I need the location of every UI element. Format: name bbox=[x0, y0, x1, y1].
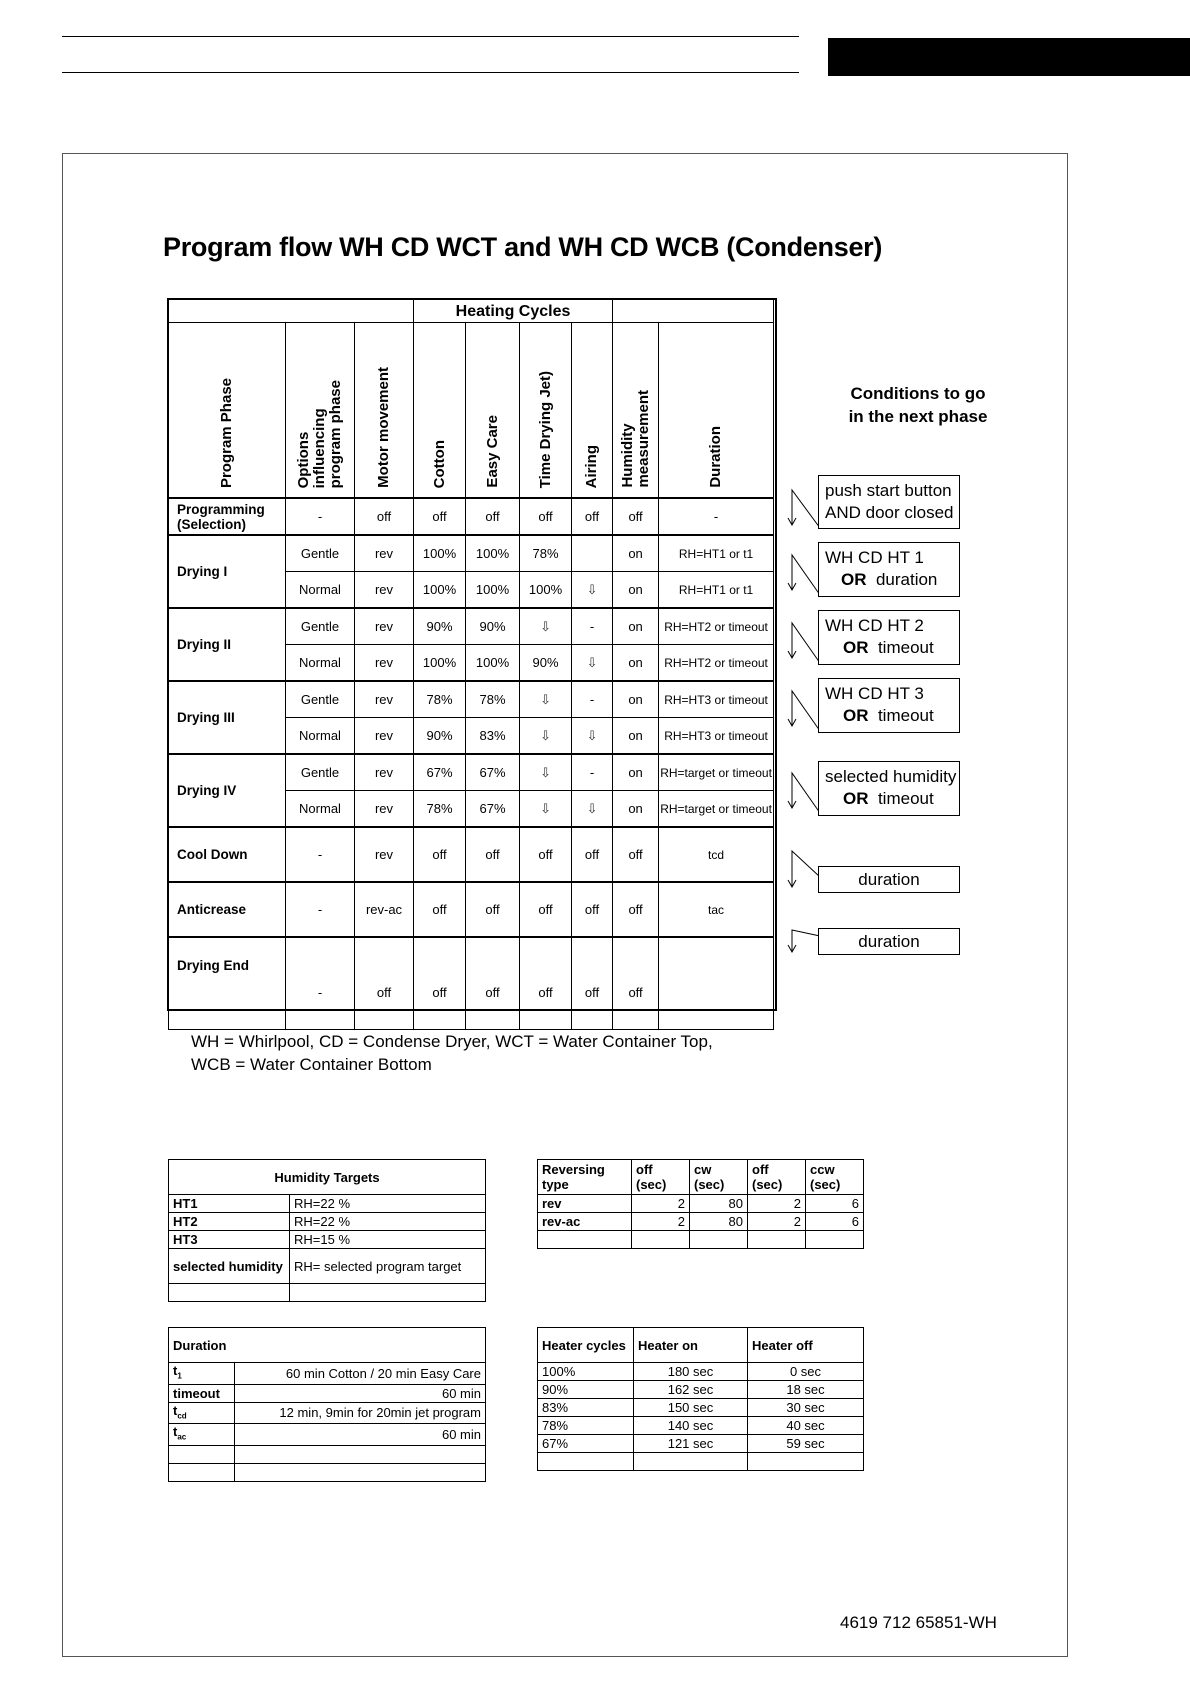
condition-ht3: WH CD HT 3 OR timeout bbox=[818, 678, 960, 733]
header-rule-bottom bbox=[62, 72, 799, 73]
condition-ht2: WH CD HT 2 OR timeout bbox=[818, 610, 960, 665]
row-drying2-normal: Normal rev 100% 100% 90% ⇩ on RH=HT2 or timeout bbox=[169, 645, 774, 682]
column-header-row bbox=[169, 323, 774, 499]
table-row: $t_{ac}$ 60 min bbox=[169, 1424, 486, 1446]
col-options: Options influencing program phase bbox=[295, 379, 344, 488]
table-row: $t_1$ 60 min Cotton / 20 min Easy Care bbox=[169, 1363, 486, 1385]
table-row: HT1 RH=22 % bbox=[169, 1195, 486, 1213]
phase-label: Cool Down bbox=[169, 827, 286, 882]
col-humidity: Humidity measurement bbox=[618, 390, 652, 488]
phase-label: Drying IV bbox=[169, 754, 286, 827]
abbreviation-legend: WH = Whirlpool, CD = Condense Dryer, WCT = Water Container Top, WCB = Water Container Bottom bbox=[191, 1032, 713, 1074]
document-number: 4619 712 65851-WH bbox=[840, 1613, 997, 1632]
condition-ht1: WH CD HT 1 OR duration bbox=[818, 542, 960, 597]
phase-label: Programming (Selection) bbox=[169, 498, 286, 535]
arrow-3 bbox=[788, 623, 820, 663]
table-row: HT2 RH=22 % bbox=[169, 1213, 486, 1231]
arrow-1 bbox=[788, 490, 820, 528]
table-row: timeout 60 min bbox=[169, 1384, 486, 1402]
table-row: 67% 121 sec 59 sec bbox=[538, 1435, 864, 1453]
phase-label: Drying III bbox=[169, 681, 286, 754]
row-drying3-gentle: Drying III Gentle rev 78% 78% ⇩ - on RH=HT3 or timeout bbox=[169, 681, 774, 718]
row-cooldown: Cool Down - rev off off off off off tcd bbox=[169, 827, 774, 882]
duration-table bbox=[168, 1327, 486, 1482]
row-drying-end: Drying End - off off off off off off bbox=[169, 937, 774, 1030]
arrow-6 bbox=[788, 851, 820, 887]
row-drying3-normal: Normal rev 90% 83% ⇩ ⇩ on RH=HT3 or timeout bbox=[169, 718, 774, 755]
arrow-5 bbox=[788, 773, 820, 813]
row-drying2-gentle: Drying II Gentle rev 90% 90% ⇩ - on RH=HT2 or timeout bbox=[169, 608, 774, 645]
heating-cycles-header: Heating Cycles bbox=[414, 300, 613, 323]
row-anticrease: Anticrease - rev-ac off off off off off tac bbox=[169, 882, 774, 937]
col-airing: Airing bbox=[583, 444, 601, 488]
phase-label: Drying II bbox=[169, 608, 286, 681]
row-drying1-normal: Normal rev 100% 100% 100% ⇩ on RH=HT1 or t1 bbox=[169, 572, 774, 609]
col-time-drying-jet: Time Drying Jet) bbox=[536, 370, 554, 488]
phase-label: Drying End bbox=[169, 937, 286, 1030]
condition-duration-anticrease: duration bbox=[818, 928, 960, 955]
header-black-bar bbox=[828, 38, 1190, 76]
conditions-heading: Conditions to go in the next phase bbox=[848, 384, 988, 426]
col-motor-movement: Motor movement bbox=[375, 367, 392, 488]
arrow-4 bbox=[788, 691, 820, 731]
row-drying1-gentle: Drying I Gentle rev 100% 100% 78% on RH=HT1 or t1 bbox=[169, 535, 774, 572]
table-row: selected humidity RH= selected program target bbox=[169, 1249, 486, 1284]
row-drying4-normal: Normal rev 78% 67% ⇩ ⇩ on RH=target or timeout bbox=[169, 791, 774, 828]
arrow-2 bbox=[788, 555, 820, 595]
table-row: 78% 140 sec 40 sec bbox=[538, 1417, 864, 1435]
humidity-targets-table bbox=[168, 1159, 486, 1302]
table-row: HT3 RH=15 % bbox=[169, 1231, 486, 1249]
page-title: Program flow WH CD WCT and WH CD WCB (Condenser) bbox=[163, 232, 883, 262]
col-program-phase: Program Phase bbox=[218, 377, 235, 488]
condition-duration-cooldown: duration bbox=[818, 866, 960, 893]
phase-label: Drying I bbox=[169, 535, 286, 608]
table-row: 100% 180 sec 0 sec bbox=[538, 1363, 864, 1381]
arrow-7 bbox=[788, 930, 820, 952]
col-cotton: Cotton bbox=[430, 439, 448, 488]
header-rule-top bbox=[62, 36, 799, 37]
row-programming: Programming (Selection) - off off off off off off - bbox=[169, 498, 774, 535]
phase-label: Anticrease bbox=[169, 882, 286, 937]
col-easy-care: Easy Care bbox=[483, 415, 501, 488]
table-row: 83% 150 sec 30 sec bbox=[538, 1399, 864, 1417]
col-duration: Duration bbox=[707, 426, 725, 488]
duration-title: Duration bbox=[169, 1328, 486, 1363]
condition-selected-humidity: selected humidity OR timeout bbox=[818, 761, 960, 816]
reversing-type-table: Reversing type off (sec) cw (sec) off (sec) ccw (sec) rev 2 80 2 6 rev-ac 2 80 2 6 bbox=[537, 1159, 864, 1249]
humidity-targets-title: Humidity Targets bbox=[169, 1160, 486, 1195]
program-flow-table bbox=[168, 299, 774, 1030]
condition-start: push start button AND door closed bbox=[818, 475, 960, 529]
table-row: $t_{cd}$ 12 min, 9min for 20min jet program bbox=[169, 1402, 486, 1424]
row-drying4-gentle: Drying IV Gentle rev 67% 67% ⇩ - on RH=target or timeout bbox=[169, 754, 774, 791]
table-row: rev-ac 2 80 2 6 bbox=[538, 1213, 864, 1231]
table-row: rev 2 80 2 6 bbox=[538, 1195, 864, 1213]
heater-cycles-table: Heater cycles Heater on Heater off 100% 180 sec 0 sec 90% 162 sec 18 sec 83% 150 sec 30 sec 78% 140 sec 40 sec 67% 121 sec 59 sec bbox=[537, 1327, 864, 1471]
table-row: 90% 162 sec 18 sec bbox=[538, 1381, 864, 1399]
